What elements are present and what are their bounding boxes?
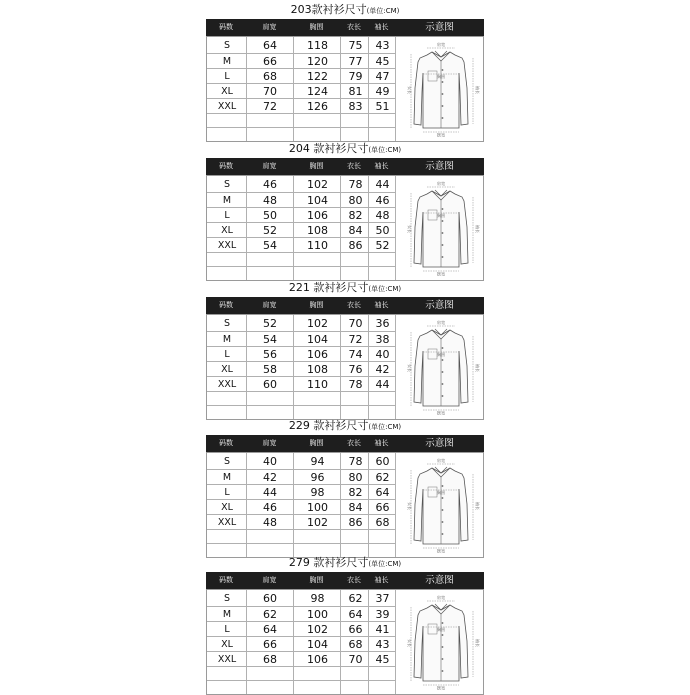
header-cell: 胸围 [309,576,324,584]
shirt-button-mark [442,622,444,624]
header-cell: 衣长 [347,439,361,447]
measurement-cell: 43 [375,638,390,651]
size-cell: L [224,487,230,498]
diagram-header-cell: 示意图 [425,575,454,586]
measurement-cell: 66 [263,55,277,68]
size-cell: S [223,40,231,51]
shoulder-label: 肩宽 [436,42,446,47]
shoulder-label: 肩宽 [436,320,446,325]
size-cell: S [223,456,231,467]
measurement-cell: 64 [263,39,277,52]
shirt-diagram [399,316,482,419]
measurement-cell: 106 [307,348,328,361]
measurement-cell: 58 [263,363,277,376]
measurement-cell: 124 [307,85,328,98]
hem-label: 摆宽 [436,548,446,554]
shoulder-label: 肩宽 [436,458,446,463]
size-table-block [206,3,484,142]
measurement-cell: 75 [348,39,363,52]
hem-label: 摆宽 [436,410,446,416]
header-cell: 衣长 [347,301,361,309]
measurement-cell: 79 [348,70,363,83]
header-cell: 肩宽 [262,23,277,31]
measurement-cell: 70 [348,317,363,330]
measurement-cell: 78 [348,455,363,468]
measurement-cell: 78 [348,378,363,391]
shirt-button-mark [442,359,444,361]
measurement-cell: 104 [307,194,328,207]
measurement-cell: 47 [375,70,390,83]
size-cell: S [223,179,231,190]
measurement-cell: 54 [263,239,277,252]
length-label: 衣长 [407,224,412,234]
measurement-cell: 126 [307,100,328,113]
chest-label: 胸围 [436,627,446,632]
chest-label: 胸围 [436,213,446,218]
table-title-unit: (单位:CM) [366,7,400,15]
measurement-cell: 96 [310,471,325,484]
measurement-cell: 78 [348,178,363,191]
table-body [206,314,484,420]
table-title-text: 203款衬衫尺寸 [290,3,367,16]
table-title-text: 229 款衬衫尺寸 [288,419,369,432]
measurement-cell: 82 [348,209,363,222]
size-cell: XL [221,86,233,97]
measurement-cell: 110 [307,239,328,252]
measurement-cell: 72 [348,333,363,346]
size-cell: XL [221,364,233,375]
size-cell: XXL [217,240,237,251]
size-cell: XL [221,502,233,513]
diagram-cell [399,38,482,141]
measurement-cell: 48 [263,516,277,529]
row-divider [207,680,396,681]
size-cell: XL [221,225,233,236]
size-cell: XXL [217,517,237,528]
diagram-header-cell: 示意图 [425,438,454,449]
measurement-cell: 56 [263,348,277,361]
measurement-cell: 45 [375,55,390,68]
hem-label: 摆宽 [436,132,446,138]
measurement-cell: 81 [348,85,363,98]
measurement-cell: 41 [375,623,390,636]
measurement-cell: 64 [348,608,363,621]
size-cell: L [224,71,230,82]
measurement-cell: 64 [375,486,390,499]
measurement-cell: 104 [307,638,328,651]
row-divider [207,405,396,406]
diagram-header-cell: 示意图 [425,300,454,311]
header-cell: 衣长 [347,576,361,584]
measurement-cell: 84 [348,501,363,514]
header-cell: 码数 [219,162,233,170]
shirt-button-mark [442,347,444,349]
diagram-cell [399,591,482,694]
measurement-cell: 44 [375,378,390,391]
shirt-diagram [399,591,482,694]
measurement-cell: 100 [307,501,328,514]
measurement-cell: 40 [375,348,390,361]
measurement-cell: 86 [348,516,363,529]
table-title-unit: (单位:CM) [368,423,402,431]
measurement-cell: 77 [348,55,363,68]
measurement-cell: 62 [348,592,363,605]
measurement-cell: 108 [307,224,328,237]
measurement-cell: 43 [375,39,390,52]
table-title [206,281,484,296]
header-cell: 肩宽 [262,576,277,584]
header-cell: 码数 [219,301,233,309]
shirt-button-mark [442,658,444,660]
shirt-button-mark [442,395,444,397]
header-cell: 袖长 [374,23,389,31]
table-header-row [206,572,484,589]
table-title-text: 279 款衬衫尺寸 [288,556,369,569]
table-title-unit: (单位:CM) [368,146,402,154]
shirt-button-mark [442,497,444,499]
shirt-diagram [399,38,482,141]
measurement-cell: 48 [263,194,277,207]
measurement-cell: 52 [375,239,390,252]
measurement-cell: 118 [307,39,328,52]
table-header-row [206,297,484,314]
measurement-cell: 106 [307,209,328,222]
measurement-cell: 102 [307,516,328,529]
measurement-cell: 40 [263,455,277,468]
measurement-cell: 102 [307,317,328,330]
measurement-cell: 52 [263,224,277,237]
diagram-cell [399,454,482,557]
header-cell: 袖长 [374,439,389,447]
table-body [206,36,484,142]
measurement-cell: 45 [375,653,390,666]
sleeve-label: 袖长 [475,501,480,511]
measurement-cell: 68 [348,638,363,651]
shirt-button-mark [442,371,444,373]
header-cell: 码数 [219,439,233,447]
size-table [206,297,484,420]
size-cell: L [224,210,230,221]
measurement-cell: 106 [307,653,328,666]
measurement-cell: 44 [375,178,390,191]
measurement-cell: 52 [263,317,277,330]
measurement-cell: 72 [263,100,277,113]
size-table-block [206,556,484,695]
measurement-cell: 54 [263,333,277,346]
size-cell: S [223,593,231,604]
row-divider [207,543,396,544]
size-cell: M [222,609,232,620]
header-cell: 胸围 [309,439,324,447]
shirt-button-mark [442,81,444,83]
measurement-cell: 68 [263,653,277,666]
shirt-button-mark [442,244,444,246]
measurement-cell: 108 [307,363,328,376]
size-table [206,158,484,281]
table-body [206,452,484,558]
shirt-diagram [399,454,482,557]
measurement-cell: 37 [375,592,390,605]
shoulder-label: 肩宽 [436,595,446,600]
measurement-cell: 122 [307,70,328,83]
length-label: 衣长 [407,501,412,511]
measurement-cell: 60 [263,592,277,605]
measurement-cell: 49 [375,85,390,98]
table-header-row [206,158,484,175]
table-body [206,589,484,695]
shirt-button-mark [442,521,444,523]
table-body [206,175,484,281]
table-header-row [206,435,484,452]
length-label: 衣长 [407,363,412,373]
sleeve-label: 袖长 [475,638,480,648]
header-cell: 衣长 [347,162,361,170]
size-cell: M [222,334,232,345]
size-cell: L [224,624,230,635]
header-cell: 袖长 [374,301,389,309]
diagram-cell [399,316,482,419]
measurement-cell: 44 [263,486,277,499]
sleeve-label: 袖长 [475,85,480,95]
header-cell: 胸围 [309,162,324,170]
measurement-cell: 42 [375,363,390,376]
measurement-cell: 48 [375,209,390,222]
size-table [206,435,484,558]
table-title [206,3,484,18]
size-cell: XL [221,639,233,650]
shirt-button-mark [442,69,444,71]
size-table [206,19,484,142]
shirt-button-mark [442,634,444,636]
measurement-cell: 50 [263,209,277,222]
measurement-cell: 82 [348,486,363,499]
measurement-cell: 46 [263,501,277,514]
measurement-cell: 60 [375,455,390,468]
measurement-cell: 110 [307,378,328,391]
table-title [206,419,484,434]
measurement-cell: 62 [375,471,390,484]
table-title-text: 221 款衬衫尺寸 [288,281,369,294]
table-title-unit: (单位:CM) [368,560,402,568]
size-cell: M [222,195,232,206]
length-label: 衣长 [407,638,412,648]
hem-label: 摆宽 [436,271,446,277]
hem-label: 摆宽 [436,685,446,691]
measurement-cell: 60 [263,378,277,391]
size-cell: S [223,318,231,329]
header-cell: 胸围 [309,23,324,31]
measurement-cell: 70 [348,653,363,666]
size-cell: XXL [217,379,237,390]
measurement-cell: 66 [375,501,390,514]
measurement-cell: 68 [375,516,390,529]
table-title [206,142,484,157]
measurement-cell: 86 [348,239,363,252]
measurement-cell: 83 [348,100,363,113]
header-cell: 衣长 [347,23,361,31]
row-divider [207,127,396,128]
table-title-text: 204 款衬衫尺寸 [288,142,369,155]
header-cell: 肩宽 [262,301,277,309]
measurement-cell: 46 [263,178,277,191]
measurement-cell: 68 [263,70,277,83]
length-label: 衣长 [407,85,412,95]
shirt-button-mark [442,220,444,222]
chest-label: 胸围 [436,74,446,79]
measurement-cell: 36 [375,317,390,330]
measurement-cell: 80 [348,194,363,207]
shirt-button-mark [442,105,444,107]
shirt-button-mark [442,670,444,672]
measurement-cell: 102 [307,623,328,636]
size-table-block [206,142,484,281]
measurement-cell: 46 [375,194,390,207]
size-cell: M [222,56,232,67]
table-title [206,556,484,571]
diagram-cell [399,177,482,280]
header-cell: 肩宽 [262,162,277,170]
size-table-block [206,419,484,558]
measurement-cell: 100 [307,608,328,621]
header-cell: 码数 [219,23,233,31]
measurement-cell: 66 [348,623,363,636]
measurement-cell: 50 [375,224,390,237]
size-cell: M [222,472,232,483]
size-cell: XXL [217,101,237,112]
shirt-button-mark [442,256,444,258]
shirt-button-mark [442,232,444,234]
measurement-cell: 38 [375,333,390,346]
measurement-cell: 66 [263,638,277,651]
chest-label: 胸围 [436,490,446,495]
shirt-button-mark [442,533,444,535]
diagram-header-cell: 示意图 [425,22,454,33]
shoulder-label: 肩宽 [436,181,446,186]
measurement-cell: 39 [375,608,390,621]
measurement-cell: 70 [263,85,277,98]
shirt-button-mark [442,509,444,511]
measurement-cell: 104 [307,333,328,346]
measurement-cell: 42 [263,471,277,484]
shirt-button-mark [442,383,444,385]
size-cell: L [224,349,230,360]
measurement-cell: 94 [310,455,325,468]
measurement-cell: 74 [348,348,363,361]
measurement-cell: 76 [348,363,363,376]
measurement-cell: 64 [263,623,277,636]
shirt-button-mark [442,485,444,487]
shirt-button-mark [442,93,444,95]
chest-label: 胸围 [436,352,446,357]
measurement-cell: 102 [307,178,328,191]
shirt-button-mark [442,208,444,210]
sleeve-label: 袖长 [475,224,480,234]
header-cell: 肩宽 [262,439,277,447]
diagram-header-cell: 示意图 [425,161,454,172]
header-cell: 袖长 [374,162,389,170]
size-cell: XXL [217,654,237,665]
row-divider [207,266,396,267]
measurement-cell: 84 [348,224,363,237]
table-title-unit: (单位:CM) [368,285,402,293]
shirt-button-mark [442,646,444,648]
header-cell: 码数 [219,576,233,584]
measurement-cell: 98 [310,486,325,499]
measurement-cell: 62 [263,608,277,621]
measurement-cell: 51 [375,100,390,113]
table-header-row [206,19,484,36]
size-table-block [206,281,484,420]
header-cell: 胸围 [309,301,324,309]
shirt-diagram [399,177,482,280]
measurement-cell: 98 [310,592,325,605]
sleeve-label: 袖长 [475,363,480,373]
size-table [206,572,484,695]
measurement-cell: 120 [307,55,328,68]
header-cell: 袖长 [374,576,389,584]
shirt-button-mark [442,117,444,119]
measurement-cell: 80 [348,471,363,484]
